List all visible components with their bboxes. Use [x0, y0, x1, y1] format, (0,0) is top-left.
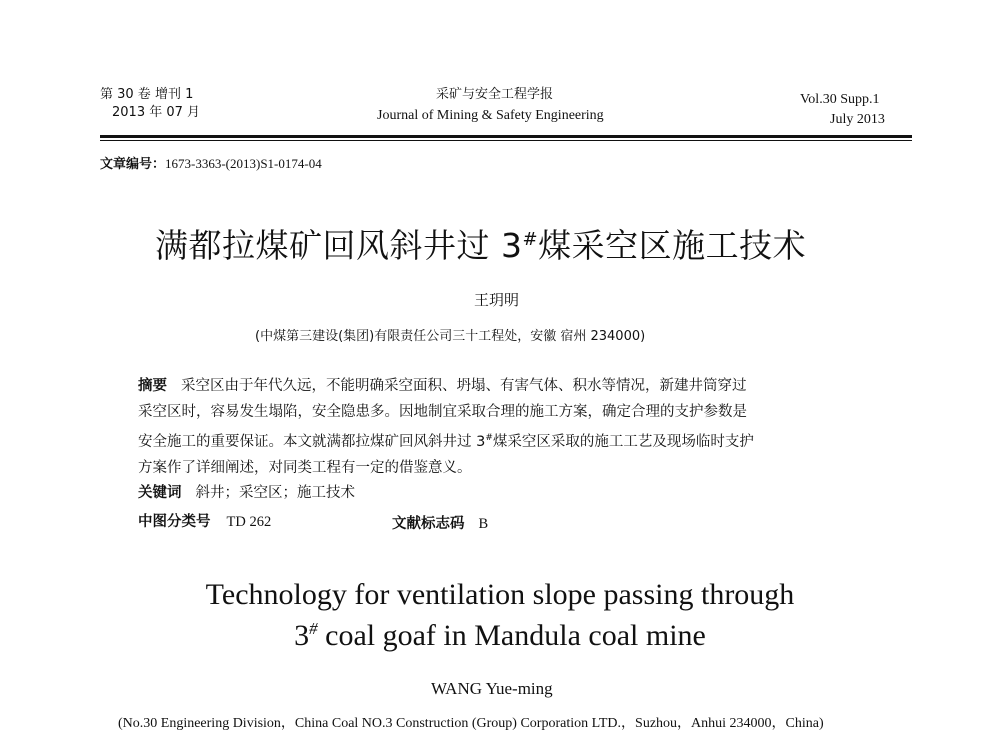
keywords-value: 斜井；采空区；施工技术	[195, 485, 355, 501]
abstract-line-3	[138, 425, 878, 455]
title-cn-part2: 煤采空区施工技术	[538, 226, 807, 265]
header-volume-cn: 第 30 卷 增刊 1	[100, 87, 194, 102]
article-number	[100, 153, 322, 172]
classification-label: 中图分类号	[138, 514, 211, 530]
keywords-label: 关键词	[138, 485, 182, 501]
title-cn	[155, 220, 806, 267]
classification-value: TD 262	[226, 514, 272, 530]
header-rule-thin	[100, 140, 912, 141]
abstract-text-3sup: #	[485, 433, 493, 443]
keywords	[138, 481, 355, 502]
classification	[138, 510, 271, 531]
article-number-label: 文章编号：	[100, 157, 166, 172]
title-cn-sup: #	[522, 229, 539, 250]
author-en: WANG Yue-ming	[431, 679, 553, 698]
title-cn-part1: 满都拉煤矿回风斜井过 3	[155, 226, 523, 265]
title-en-line-2-sup: #	[309, 619, 318, 638]
header-volume-en: Vol.30 Supp.1	[800, 92, 880, 107]
header-rule-thick	[100, 135, 912, 138]
author-cn: 王玥明	[474, 291, 520, 309]
abstract-line-1	[138, 373, 878, 399]
article-number-value: 1673-3363-(2013)S1-0174-04	[165, 156, 322, 171]
title-en-line-2-rest: coal goaf in Mandula coal mine	[317, 619, 706, 652]
header-date-en: July 2013	[830, 112, 885, 127]
title-en-line-2-prefix: 3	[294, 619, 310, 652]
abstract-text-3b: 煤采空区采取的施工工艺及现场临时支护	[492, 433, 754, 450]
document-code	[392, 512, 488, 533]
header-journal-en: Journal of Mining & Safety Engineering	[377, 108, 604, 123]
abstract-text-1: 采空区由于年代久远，不能明确采空面积、坍塌、有害气体、积水等情况，新建井筒穿过	[181, 378, 747, 394]
document-code-label: 文献标志码	[392, 516, 465, 532]
abstract-text-3a: 安全施工的重要保证。本文就满都拉煤矿回风斜井过 3	[138, 433, 486, 450]
title-en-line-2	[0, 619, 1000, 653]
document-code-value: B	[478, 516, 489, 532]
abstract-label: 摘要	[138, 378, 167, 394]
abstract-line-4: 方案作了详细阐述，对同类工程有一定的借鉴意义。	[138, 459, 472, 476]
affiliation-en: (No.30 Engineering Division，China Coal NO.3 Construction (Group) Corporation LTD.，Suzhou，Anhui 234000，China)	[118, 716, 824, 731]
affiliation-cn: (中煤第三建设(集团)有限责任公司三十工程处，安徽 宿州 234000)	[255, 329, 646, 344]
abstract	[138, 373, 878, 481]
header-journal-cn: 采矿与安全工程学报	[436, 87, 554, 102]
header-date-cn: 2013 年 07 月	[112, 105, 201, 120]
title-en-line-1: Technology for ventilation slope passing through	[205, 578, 795, 611]
abstract-line-2: 采空区时，容易发生塌陷，安全隐患多。因地制宜采取合理的施工方案，确定合理的支护参数是	[138, 404, 747, 420]
